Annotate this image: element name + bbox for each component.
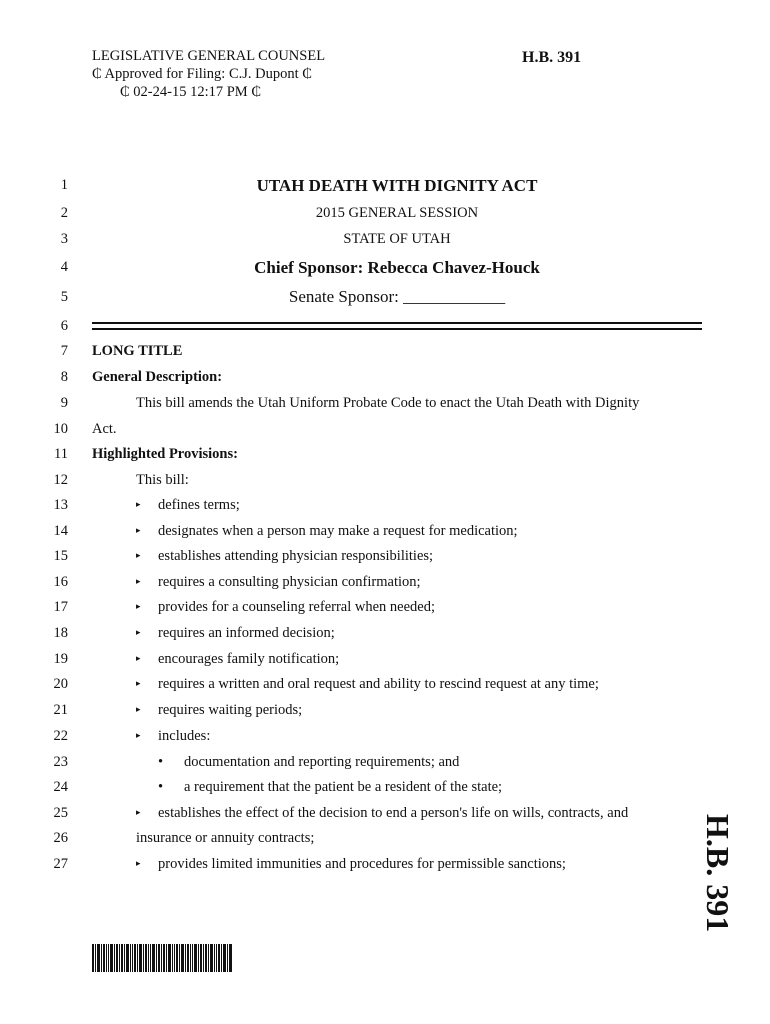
provision-item [136,728,210,745]
senate-sponsor: Senate Sponsor: ____________ [288,287,506,306]
line-number: 12 [53,472,68,488]
bullet-icon: ▸ [136,653,141,663]
provision-text: designates when a person may make a request for medication; [158,523,518,539]
bullet-icon: ▸ [136,550,141,560]
line-number: 22 [53,728,68,744]
provision-item [136,523,518,540]
dot-bullet-icon: • [158,754,164,770]
bullet-icon: ▸ [136,499,141,509]
general-description-heading: General Description: [92,369,223,385]
long-title-heading: LONG TITLE [92,343,183,359]
provision-text: includes: [158,728,211,744]
line-number: 13 [53,497,68,513]
line-number: 23 [53,754,68,770]
sub-provision-text: a requirement that the patient be a resident of the state; [184,779,503,795]
provision-text-continued: insurance or annuity contracts; [136,830,315,846]
approved-for-filing: ₵ Approved for Filing: C.J. Dupont ₵ [92,66,312,82]
provision-text: requires an informed decision; [158,625,335,641]
line-number: 21 [53,702,68,718]
provision-text: establishes the effect of the decision to end a person's life on wills, contracts, and [158,805,629,821]
line-number: 14 [53,523,68,539]
bullet-icon: ▸ [136,678,141,688]
provision-text: encourages family notification; [158,651,340,667]
provision-item [136,651,339,668]
sub-provision-item [158,779,502,796]
bill-number-header: H.B. 391 [522,49,582,66]
bullet-icon: ▸ [136,807,141,817]
line-number: 19 [53,651,68,667]
line-number: 25 [53,805,68,821]
provision-item [136,497,240,514]
dot-bullet-icon: • [158,779,164,795]
provision-item [136,625,335,642]
line-number: 7 [60,343,68,359]
provision-item [136,702,302,719]
provision-text: provides for a counseling referral when needed; [158,599,435,615]
barcode-icon [92,944,232,972]
line-number: 2 [60,205,68,221]
provision-text: requires a consulting physician confirmation; [158,574,421,590]
line-number: 24 [53,779,68,795]
description-text-continued: Act. [92,421,117,437]
sub-provision-item [158,754,459,771]
bullet-icon: ▸ [136,704,141,714]
provision-text: requires a written and oral request and ability to rescind request at any time; [158,676,599,692]
bullet-icon: ▸ [136,525,141,535]
provision-item [136,599,435,616]
bullet-icon: ▸ [136,627,141,637]
legislative-counsel-label: LEGISLATIVE GENERAL COUNSEL [92,48,326,64]
provision-text: requires waiting periods; [158,702,303,718]
bullet-icon: ▸ [136,601,141,611]
line-number: 3 [60,231,68,247]
this-bill-label: This bill: [136,472,189,488]
line-number: 18 [53,625,68,641]
provision-item [136,856,566,873]
bill-number-side-label: H.B. 391 [700,814,736,933]
provision-item [136,676,599,693]
line-number: 10 [53,421,68,437]
bill-title: UTAH DEATH WITH DIGNITY ACT [256,176,538,195]
line-number: 27 [53,856,68,872]
line-number: 1 [60,177,68,193]
line-number: 6 [60,318,68,334]
line-number: 16 [53,574,68,590]
session-label: 2015 GENERAL SESSION [315,205,479,221]
line-number: 26 [53,830,68,846]
description-text: This bill amends the Utah Uniform Probate Code to enact the Utah Death with Dignity [136,395,640,411]
double-rule-top [92,322,702,324]
bullet-icon: ▸ [136,858,141,868]
line-number: 11 [54,446,68,462]
line-number: 9 [60,395,68,411]
line-number: 20 [53,676,68,692]
provision-text: provides limited immunities and procedures for permissible sanctions; [158,856,566,872]
line-number: 8 [60,369,68,385]
provision-text: establishes attending physician responsibilities; [158,548,434,564]
chief-sponsor: Chief Sponsor: Rebecca Chavez-Houck [254,258,540,277]
state-label: STATE OF UTAH [343,231,451,247]
provision-item [136,805,628,822]
line-number: 4 [60,259,68,275]
provision-text: defines terms; [158,497,240,513]
line-number: 15 [53,548,68,564]
bullet-icon: ▸ [136,730,141,740]
provision-item [136,548,433,565]
provision-item [136,574,421,591]
bullet-icon: ▸ [136,576,141,586]
highlighted-provisions-heading: Highlighted Provisions: [92,446,238,462]
line-number: 5 [60,289,68,305]
filing-datetime: ₵ 02-24-15 12:17 PM ₵ [120,84,261,100]
line-number: 17 [53,599,68,615]
sub-provision-text: documentation and reporting requirements; and [184,754,460,770]
double-rule-bottom [92,328,702,330]
